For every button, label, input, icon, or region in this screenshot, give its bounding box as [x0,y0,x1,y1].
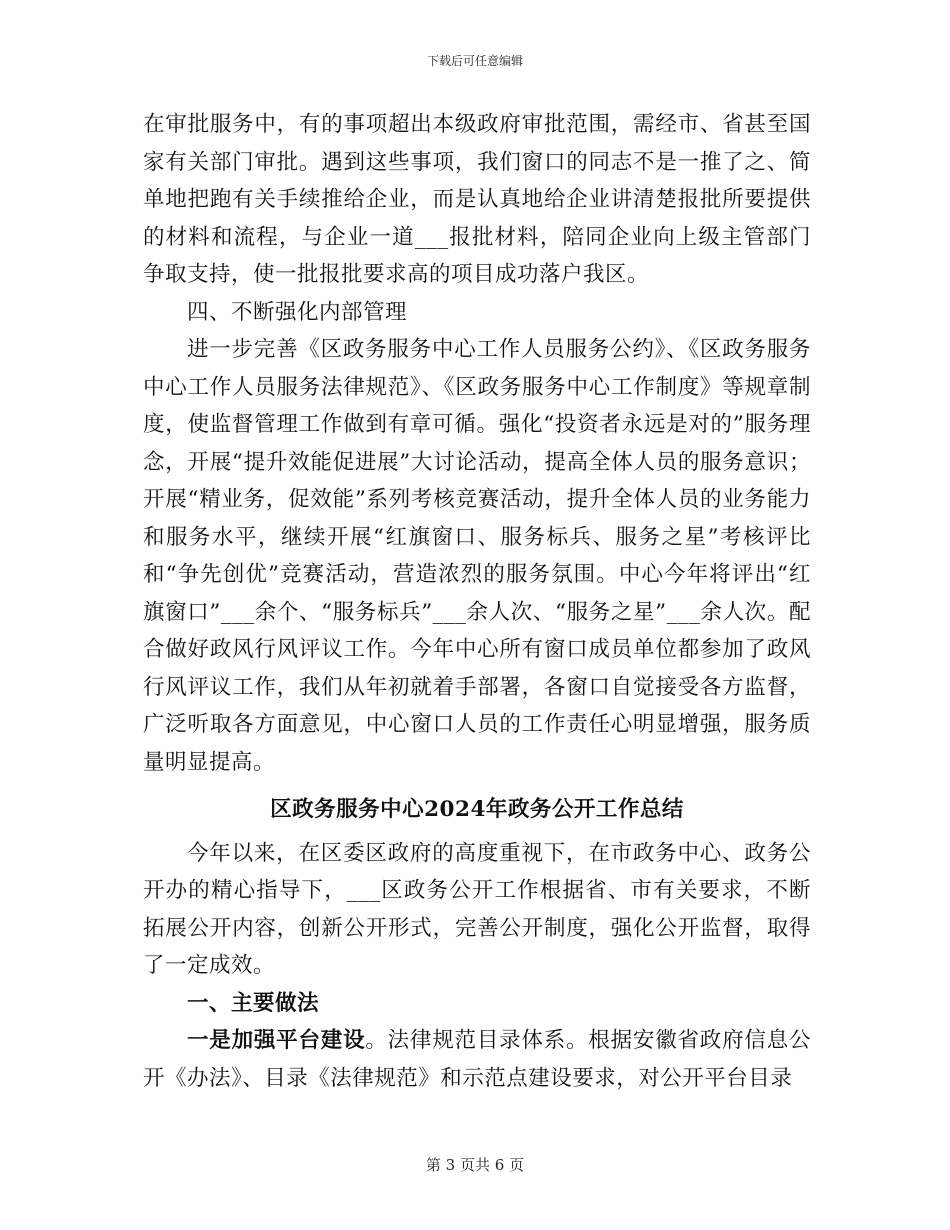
page-number: 第 3 页共 6 页 [425,1156,525,1174]
paragraph-internal-management: 进一步完善《区政务服务中心工作人员服务公约》、《区政务服务中心工作人员服务法律规范》、《区政务服务中心工作制度》等规章制度，使监督管理工作做到有章可循。强化“投资者永远是对的”服务理念，开展“提升效能促进展”大讨论活动，提高全体人员的服务意识；开展“精业务，促效能”系列考核竞赛活动，提升全体人员的业务能力和服务水平，继续开展“红旗窗口、服务标兵、服务之星”考核评比和“争先创优”竞赛活动，营造浓烈的服务氛围。中心今年将评出“红旗窗口”___余个、“服务标兵”___余人次、“服务之星”___余人次。配合做好政风行风评议工作。今年中心所有窗口成员单位都参加了政风行风评议工作，我们从年初就着手部署，各窗口自觉接受各方监督，广泛听取各方面意见，中心窗口人员的工作责任心明显增强，服务质量明显提高。 [143,337,811,775]
document-body [143,106,811,1097]
section-heading-main-practices: 一、主要做法 [187,990,320,1016]
page-header: 下载后可任意编辑 [426,54,523,68]
paragraph-lead-bold: 一是加强平台建设 [187,1028,366,1053]
section-heading-internal-management: 四、不断强化内部管理 [187,299,408,325]
paragraph-intro: 今年以来，在区委区政府的高度重视下，在市政务中心、政务公开办的精心指导下，___区政务公开工作根据省、市有关要求，不断拓展公开内容，创新公开形式，完善公开制度，强化公开监督，取得了一定成效。 [143,840,811,978]
document-title: 区政务服务中心2024年政务公开工作总结 [270,797,684,822]
paragraph-approval-service: 在审批服务中，有的事项超出本级政府审批范围，需经市、省甚至国家有关部门审批。遇到这些事项，我们窗口的同志不是一推了之、简单地把跑有关手续推给企业，而是认真地给企业讲清楚报批所要提供的材料和流程，与企业一道___报批材料，陪同企业向上级主管部门争取支持，使一批报批要求高的项目成功落户我区。 [143,112,811,287]
paragraph-platform-building [143,1022,811,1097]
paragraph-platform-text: 。法律规范目录体系。根据安徽省政府信息公开《办法》、目录《法律规范》和示范点建设要求，对公开平台目录 [143,1028,811,1091]
